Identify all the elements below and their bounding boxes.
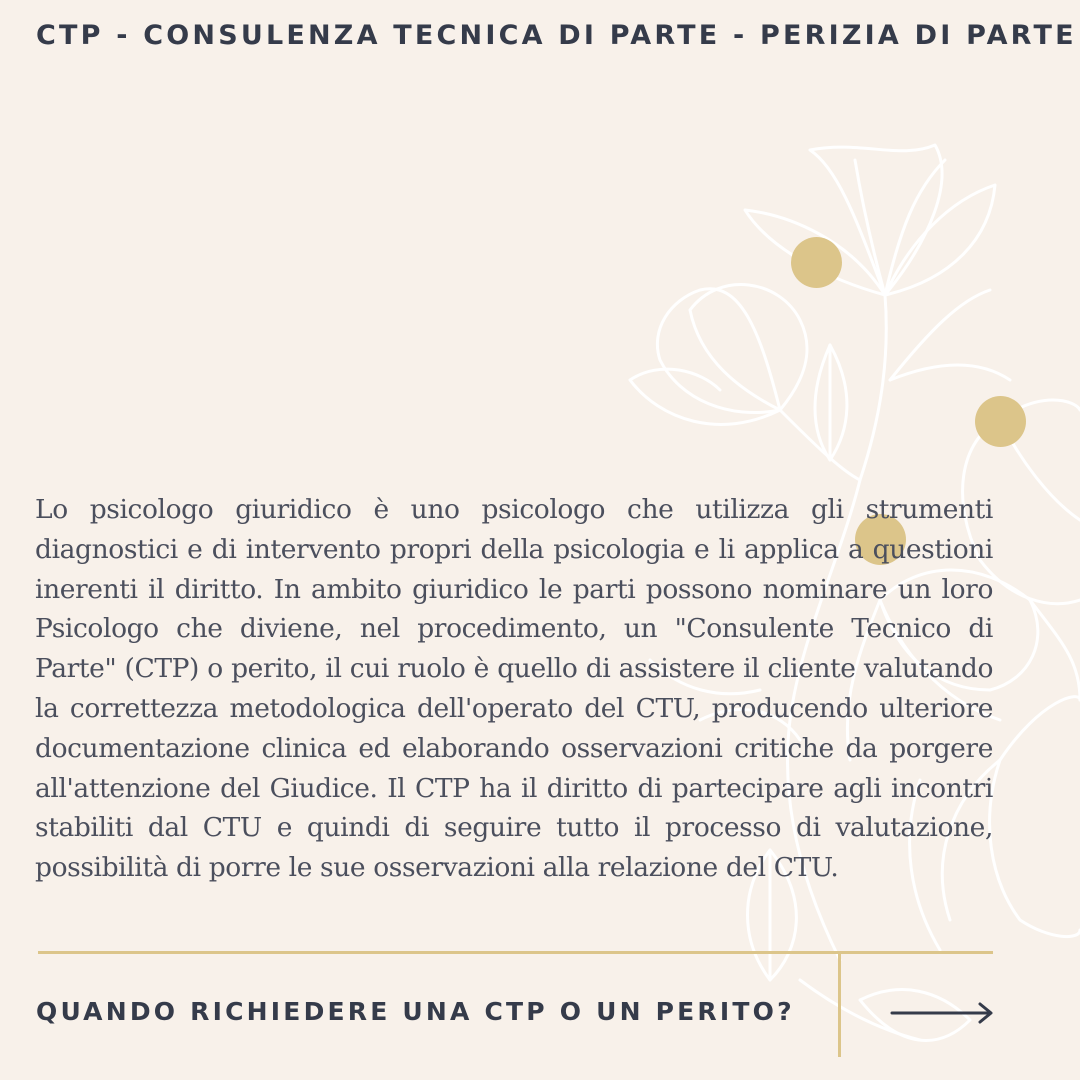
- horizontal-divider: [38, 951, 993, 954]
- gold-dot-icon: [791, 237, 842, 288]
- cta-heading: QUANDO RICHIEDERE UNA CTP O UN PERITO?: [36, 997, 795, 1026]
- gold-dot-icon: [975, 396, 1026, 447]
- vertical-divider: [838, 953, 841, 1057]
- body-paragraph: Lo psicologo giuridico è uno psicologo che utilizza gli strumenti diagnostici e di intervento propri della psicologia e li applica a questioni inerenti il diritto. In ambito giuridico le parti possono nominare un loro Psicologo che diviene, nel procedimento, un "Consulente Tecnico di Parte" (CTP) o perito, il cui ruolo è quello di assistere il cliente valutando la correttezza metodologica dell'operato del CTU, producendo ulteriore documentazione clinica ed elaborando osservazioni critiche da porgere all'attenzione del Giudice. Il CTP ha il diritto di partecipare agli incontri stabiliti dal CTU e quindi di seguire tutto il processo di valutazione, possibilità di porre le sue osservazioni alla relazione del CTU.: [35, 494, 993, 884]
- arrow-right-icon[interactable]: [890, 1001, 994, 1025]
- page-title: CTP - CONSULENZA TECNICA DI PARTE - PERIZIA DI PARTE: [36, 20, 1077, 51]
